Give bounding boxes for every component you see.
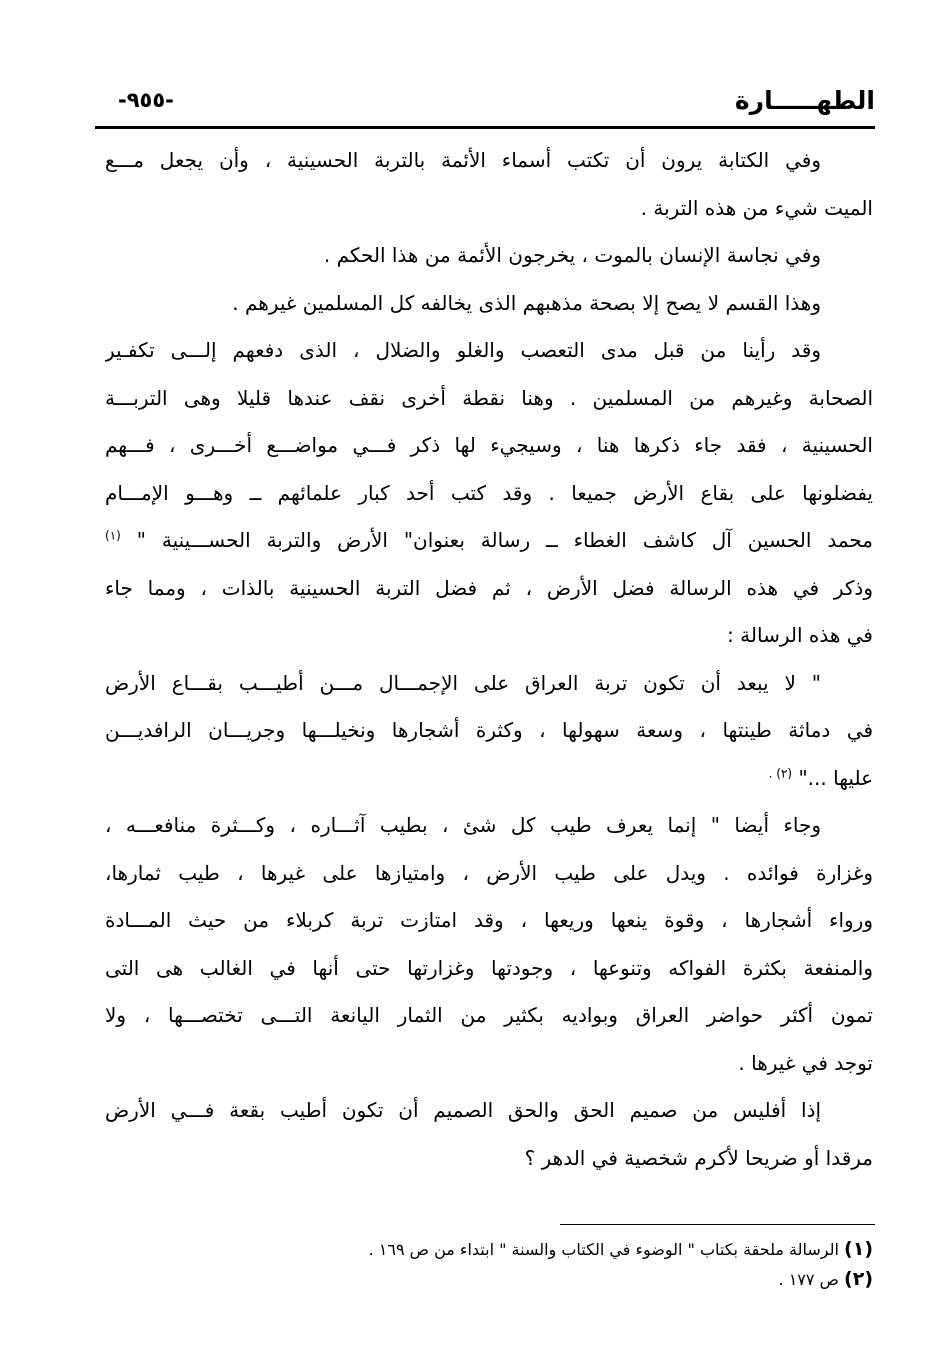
text-span: عليها ..." [798,765,873,790]
footnote-2 [93,1266,873,1296]
text-line: توجد في غيرها . [738,1050,873,1075]
text-line: يفضلونها على بقاع الأرض جميعا . وقد كتب أحد كبار علمائهم ــ وهـــو الإمـــام [105,480,873,505]
text-line: مرقدا أو ضريحا لأكرم شخصية في الدهر ؟ [524,1145,873,1170]
text-line: الصحابة وغيرهم من المسلمين . وهنا نقطة أخرى نقف عندها قليلا وهى التربـــة [105,385,873,410]
text-line: تمون أكثر حواضر العراق وبواديه بكثير من الثمار اليانعة التـــى تختصـــها ، ولا [105,1003,873,1027]
header-divider [95,126,875,129]
footnote-number: (١) [844,1238,873,1260]
text-line: الميت شيء من هذه التربة . [640,195,873,220]
chapter-title: الطهـــــارة [734,86,875,115]
text-line: في هذه الرسالة : [727,623,873,647]
text-line: إذا أفليس من صميم الحق والحق الصميم أن تكون أطيب بقعة فـــي الأرض [105,1098,821,1122]
text-line: وهذا القسم لا يصح إلا بصحة مذهبهم الذى يخالفه كل المسلمين غيرهم . [232,290,821,315]
main-text [105,137,873,1182]
footnote-number: (٢) [844,1268,873,1290]
text-line: وغزارة فوائده . ويدل على طيب الأرض ، وامتيازها على غيرها ، طيب ثمارها، [105,860,873,885]
footnote-ref-1: (١) [105,528,121,543]
text-line: ورواء أشجارها ، وقوة ينعها وريعها ، وقد امتازت تربة كربلاء من حيث المـــادة [105,908,873,932]
page-header [95,86,875,126]
text-span: محمد الحسين آل كاشف الغطاء ــ رسالة بعنوان" الأرض والتربة الحســـينية " [136,528,873,552]
text-line: وفي نجاسة الإنسان بالموت ، يخرجون الأئمة من هذا الحكم . [323,243,821,267]
footnote-text: ص ١٧٧ . [778,1270,839,1289]
text-line-with-footnote [105,517,873,565]
text-line: وفي الكتابة يرون أن تكتب أسماء الأئمة بالتربة الحسينية ، وأن يجعل مـــع [105,148,821,172]
text-line: وجاء أيضا " إنما يعرف طيب كل شئ ، بطيب آثـــاره ، وكـــثرة منافعـــه ، [105,813,821,837]
footnote-1 [93,1236,873,1266]
quote-line: في دماثة طينتها ، وسعة سهولها ، وكثرة أشجارها ونخيلـــها وجريـــان الرافديـــن [105,718,873,742]
quote-line-with-footnote [105,755,873,803]
text-line: والمنفعة بكثرة الفواكه وتنوعها ، وجودتها وغزارتها حتى أنها في الغالب هى التى [105,955,873,980]
page-number: -٩٥٥- [118,88,174,112]
footnote-ref-2: (٢) . [768,765,793,780]
footnotes [93,1236,873,1296]
footnote-divider [560,1224,875,1225]
quote-line: " لا يبعد أن تكون تربة العراق على الإجمـــال مـــن أطيـــب بقـــاع الأرض [105,670,821,695]
text-line: وذكر في هذه الرسالة فضل الأرض ، ثم فضل التربة الحسينية بالذات ، ومما جاء [105,575,873,600]
text-line: وقد رأينا من قبل مدى التعصب والغلو والضلال ، الذى دفعهم إلـــى تكفـير [105,338,821,362]
text-line: الحسينية ، فقد جاء ذكرها هنا ، وسيجيء لها ذكر فـــي مواضـــع أخـــرى ، فـــهم [105,433,873,457]
footnote-text: الرسالة ملحقة بكتاب " الوضوء في الكتاب والسنة " ابتداء من ص ١٦٩ . [368,1240,839,1259]
